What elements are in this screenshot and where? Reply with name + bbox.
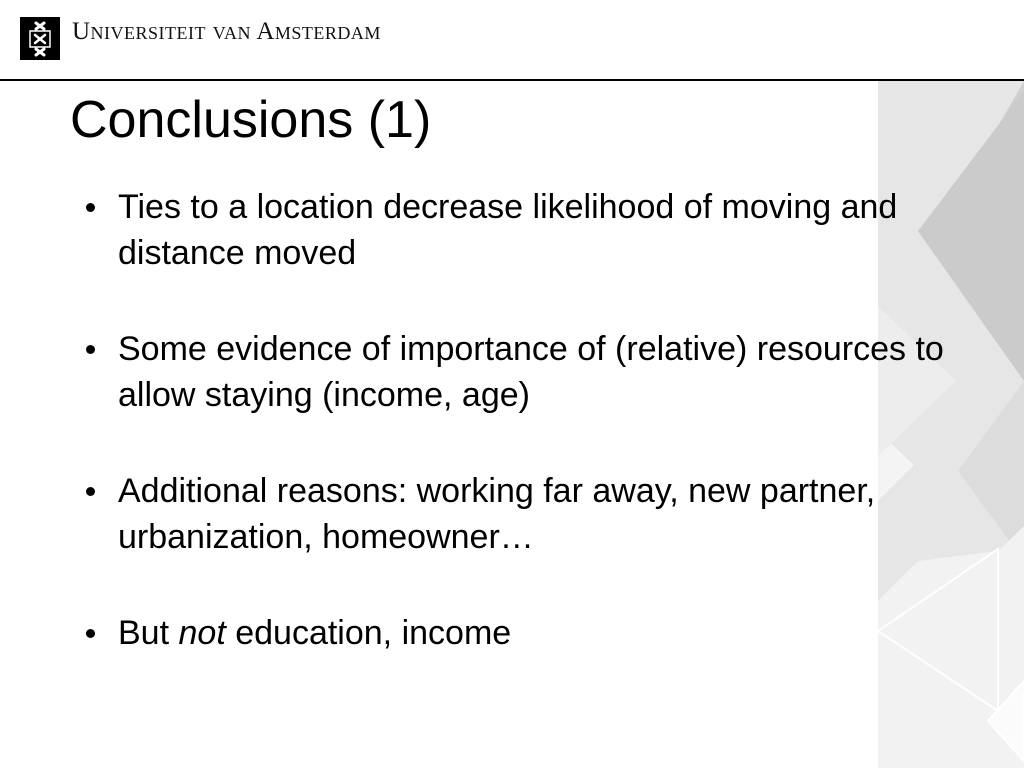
bullet-item (84, 326, 974, 418)
header-divider (0, 79, 1024, 81)
university-name: Universiteit van Amsterdam (72, 18, 381, 45)
slide-title: Conclusions (1) (70, 91, 432, 149)
bullet-prefix: But (118, 614, 170, 652)
bullet-text: Ties to a location decrease likelihood of moving and distance moved (118, 188, 898, 272)
bullet-suffix: education, income (235, 614, 512, 652)
uva-logo-icon (20, 17, 60, 60)
bullet-dot-icon (86, 629, 95, 638)
coat-of-arms-icon (27, 21, 53, 57)
bullet-dot-icon (86, 345, 95, 354)
bullet-text: Additional reasons: working far away, new partner, urbanization, homeowner… (118, 472, 876, 556)
bullet-emphasis: not (178, 614, 226, 652)
bullet-item (84, 468, 974, 560)
bullet-item (84, 610, 974, 656)
bullet-text: Some evidence of importance of (relative) resources to allow staying (income, age) (118, 330, 944, 414)
bullet-text (118, 610, 968, 656)
bullet-list (84, 184, 974, 656)
bullet-dot-icon (86, 487, 95, 496)
slide-header (0, 0, 1024, 80)
bullet-dot-icon (86, 203, 95, 212)
bullet-item (84, 184, 974, 276)
